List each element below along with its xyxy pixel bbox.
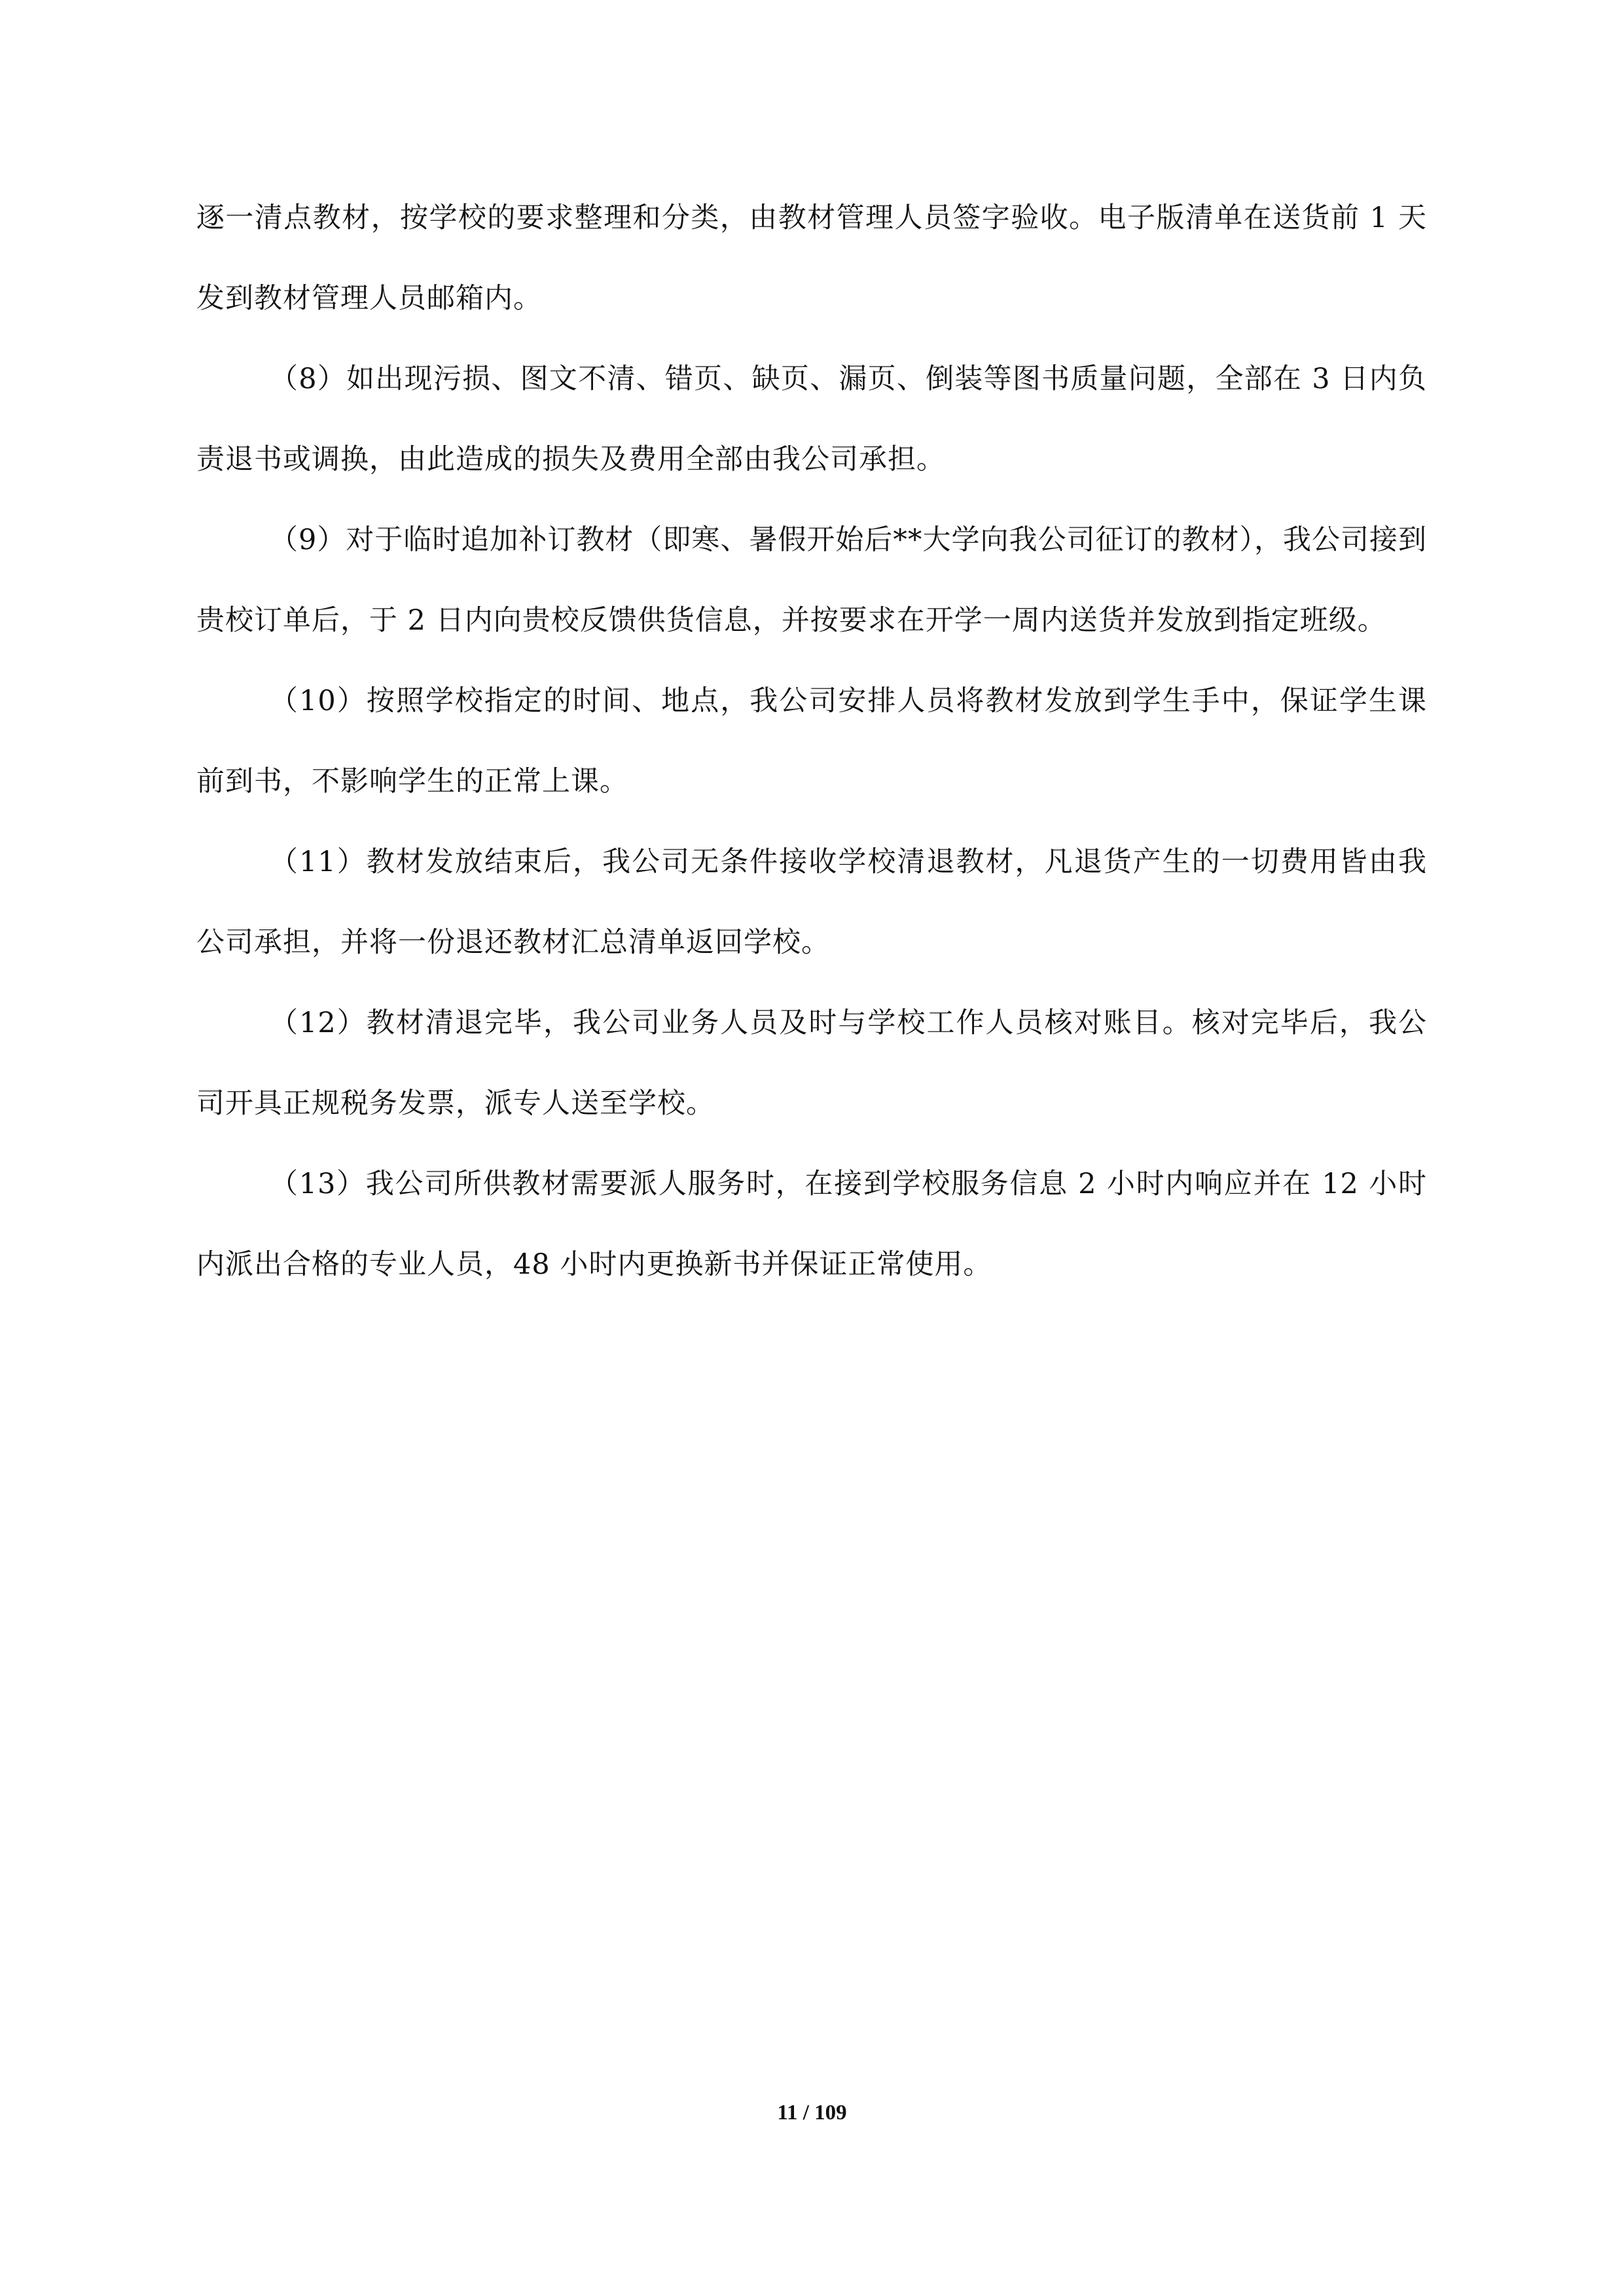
paragraph-item-13: （13）我公司所供教材需要派人服务时，在接到学校服务信息 2 小时内响应并在 12 小时内派出合格的专业人员，48 小时内更换新书并保证正常使用。 (196, 1168, 1427, 1281)
paragraph-item-8: （8）如出现污损、图文不清、错页、缺页、漏页、倒装等图书质量问题，全部在 3 日内负责退书或调换，由此造成的损失及费用全部由我公司承担。 (196, 363, 1427, 476)
paragraph-item-11: （11）教材发放结束后，我公司无条件接收学校清退教材，凡退货产生的一切费用皆由我公司承担，并将一份退还教材汇总清单返回学校。 (196, 846, 1427, 959)
paragraph-item-12: （12）教材清退完毕，我公司业务人员及时与学校工作人员核对账目。核对完毕后，我公司开具正规税务发票，派专人送至学校。 (196, 1007, 1427, 1120)
paragraph-continuation: 逐一清点教材，按学校的要求整理和分类，由教材管理人员签字验收。电子版清单在送货前 1 天发到教材管理人员邮箱内。 (196, 202, 1427, 315)
page-number: 11 / 109 (777, 2101, 847, 2125)
paragraph-item-9: （9）对于临时追加补订教材（即寒、暑假开始后**大学向我公司征订的教材），我公司接到贵校订单后，于 2 日内向贵校反馈供货信息，并按要求在开学一周内送货并发放到指定班级。 (196, 524, 1427, 637)
document-body (196, 178, 1427, 1305)
paragraph-item-10: （10）按照学校指定的时间、地点，我公司安排人员将教材发放到学生手中，保证学生课前到书，不影响学生的正常上课。 (196, 685, 1427, 798)
